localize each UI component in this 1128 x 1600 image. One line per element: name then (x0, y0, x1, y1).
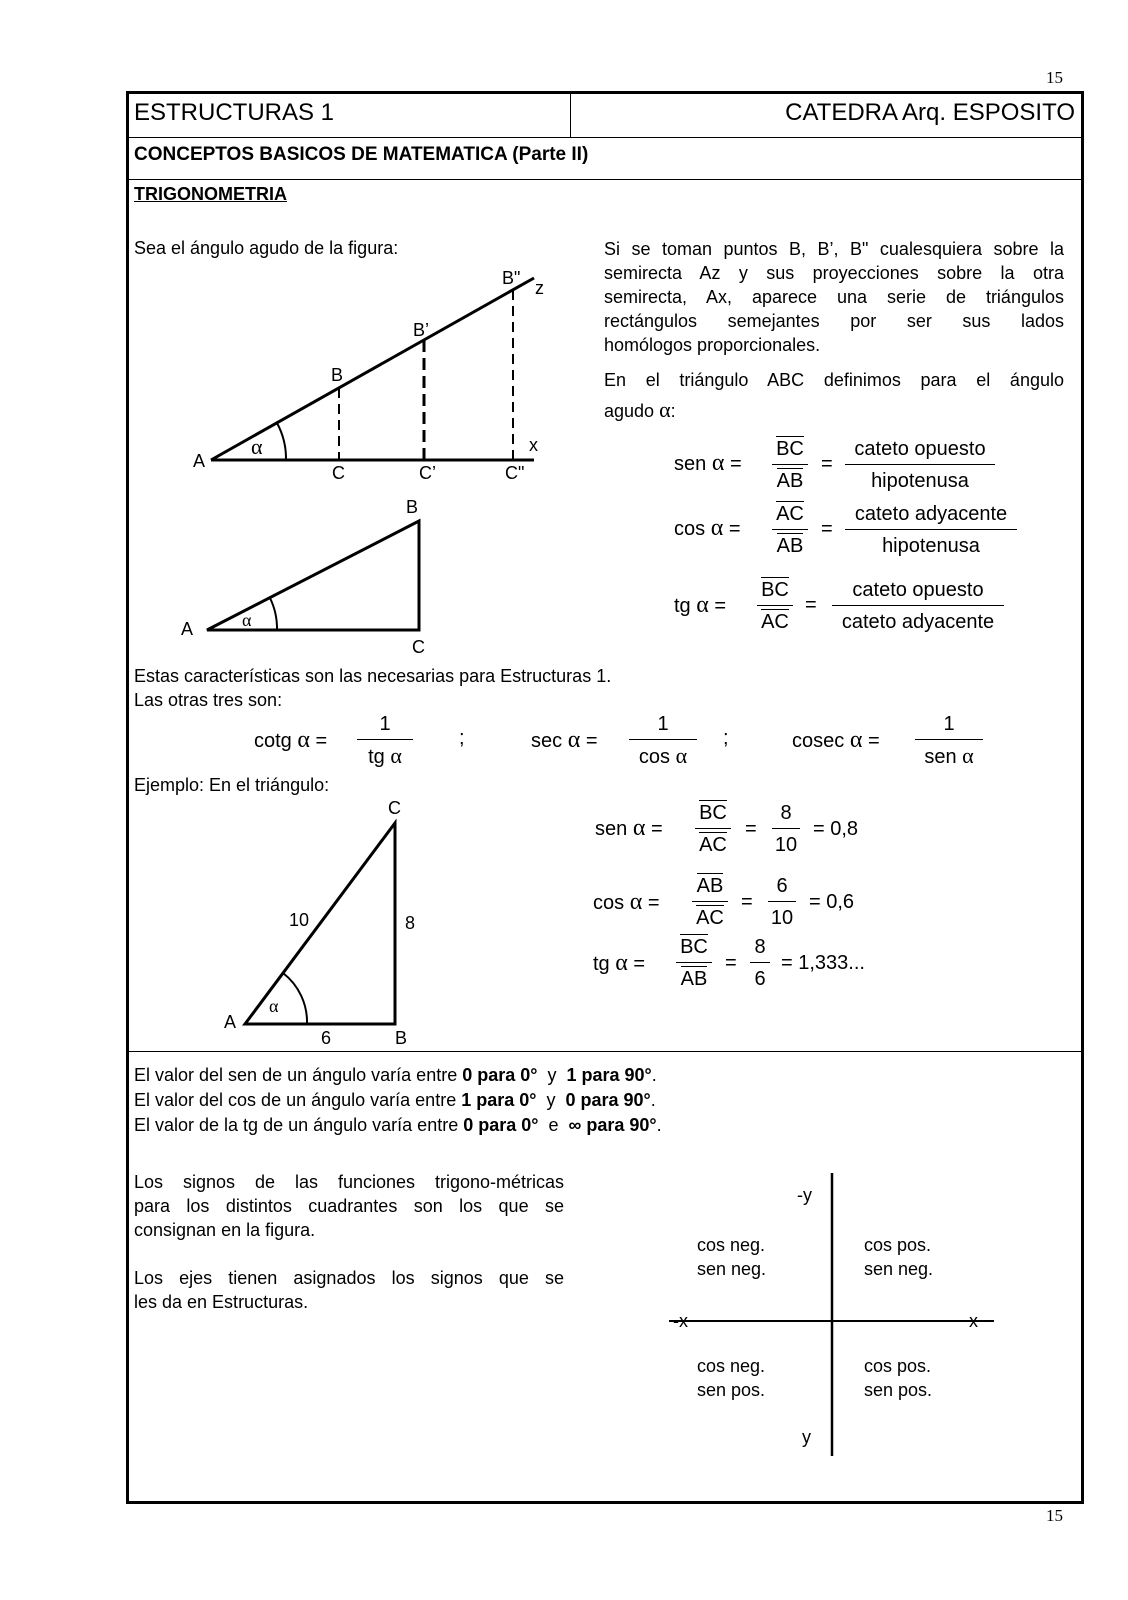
equals: = (585, 730, 598, 752)
signs-line: Los signos de las funciones trigono-métricas (134, 1172, 564, 1192)
define-line: En el triángulo ABC definimos para el ángulo (604, 370, 1064, 390)
denominator: AB (776, 535, 804, 557)
label-alpha: α (269, 996, 279, 1016)
numerator: 1 (943, 713, 955, 735)
page-number-bottom: 15 (1046, 1506, 1063, 1525)
others-line1: Estas características son las necesarias para Estructuras 1. (134, 666, 612, 686)
result: = 1,333... (781, 952, 865, 974)
result: = 0,6 (809, 891, 855, 913)
intro-left: Sea el ángulo agudo de la figura: (134, 238, 399, 258)
denominator: AC (761, 611, 789, 633)
alpha-symbol: α (632, 815, 646, 841)
equals: = (745, 818, 757, 840)
intro-line: homólogos proporcionales. (604, 335, 821, 355)
fn-name: cos (674, 518, 706, 540)
label-C: C (388, 798, 401, 818)
fn-name: cosec (792, 730, 845, 752)
equals: = (728, 518, 741, 540)
numerator: cateto adyacente (854, 503, 1008, 525)
denominator: cateto adyacente (841, 611, 995, 633)
numerator: cateto opuesto (854, 438, 986, 460)
fraction-values: 8 10 (772, 801, 800, 857)
label-hyp: 10 (289, 910, 310, 930)
equals: = (633, 953, 646, 975)
signs-line: les da en Estructuras. (134, 1292, 309, 1312)
alpha-symbol: α (629, 889, 643, 915)
label-neg-y: -y (797, 1185, 812, 1205)
denominator: hipotenusa (882, 535, 980, 557)
intro-line: semirecta Az y sus proyecciones sobre la otra (604, 263, 1064, 283)
alpha-symbol: α (659, 397, 671, 422)
intro-line: semirecta, Ax, aparece una serie de triángulos (604, 287, 1064, 307)
numerator: BC (761, 579, 789, 601)
fraction-values: 6 10 (768, 874, 796, 930)
alpha-symbol: α (710, 515, 724, 541)
intro-line: rectángulos semejantes por ser sus lados (604, 311, 1064, 331)
signs-line: consignan en la figura. (134, 1220, 316, 1240)
quadrant-diagram (129, 94, 1087, 1494)
denominator: sen α (924, 743, 974, 768)
chair-title: CATEDRA Arq. ESPOSITO (785, 99, 1075, 126)
equals: = (805, 594, 817, 616)
label-B: B (331, 365, 344, 385)
label-C: C (412, 637, 425, 657)
fraction-sides: AB AC (692, 874, 728, 930)
equals: = (741, 891, 753, 913)
equals: = (725, 952, 737, 974)
q-bottom-right-cos: cos pos. (864, 1356, 932, 1376)
others-line2: Las otras tres son: (134, 690, 283, 710)
equals: = (867, 730, 880, 752)
signs-line: Los ejes tienen asignados los signos que se (134, 1268, 564, 1288)
section-title: TRIGONOMETRIA (134, 184, 287, 204)
fn-name: cos (593, 892, 625, 914)
denominator: cos α (638, 743, 688, 768)
label-opp: 8 (405, 913, 416, 933)
denominator: hipotenusa (871, 470, 969, 492)
page-subtitle: CONCEPTOS BASICOS DE MATEMATICA (Parte II) (134, 144, 589, 165)
q-top-right-cos: cos pos. (864, 1235, 932, 1255)
q-top-right-sen: sen neg. (864, 1259, 934, 1279)
fn-name: sen (595, 818, 628, 840)
alpha-symbol: α (711, 450, 725, 476)
fraction-sides: BC AC (695, 801, 731, 857)
label-adj: 6 (321, 1028, 332, 1048)
fn-name: cotg (254, 730, 292, 752)
range-line: El valor de la tg de un ángulo varía entre 0 para 0° e ∞ para 90°. (134, 1115, 662, 1135)
label-pos-y: y (802, 1427, 811, 1447)
equals: = (821, 453, 833, 475)
label-C: C (332, 463, 345, 483)
range-line: El valor del sen de un ángulo varía entre 0 para 0° y 1 para 90°. (134, 1065, 657, 1085)
course-title: ESTRUCTURAS 1 (134, 99, 335, 126)
label-A: A (181, 619, 194, 639)
label-z: z (535, 278, 544, 298)
alpha-symbol: α (696, 592, 709, 618)
label-alpha: α (242, 610, 252, 630)
equals: = (714, 595, 727, 617)
label-neg-x: -x (673, 1311, 688, 1331)
label-C1: C’ (419, 463, 436, 483)
example-label: Ejemplo: En el triángulo: (134, 775, 330, 795)
alpha-symbol: α (297, 727, 310, 753)
fn-name: tg (674, 595, 691, 617)
label-B: B (395, 1028, 408, 1048)
separator: ; (723, 727, 729, 749)
q-bottom-right-sen: sen pos. (864, 1380, 933, 1400)
label-A: A (224, 1012, 237, 1032)
separator: ; (459, 727, 465, 749)
fn-name: tg (593, 953, 610, 975)
fn-name: sen (674, 453, 707, 475)
define-line-2: agudo α: (604, 397, 676, 422)
label-B: B (406, 497, 419, 517)
label-alpha: α (251, 434, 263, 459)
page-frame (126, 91, 1084, 1504)
range-line: El valor del cos de un ángulo varía entre 1 para 0° y 0 para 90°. (134, 1090, 656, 1110)
denominator: tg α (368, 743, 402, 768)
equals: = (821, 518, 833, 540)
fraction-values: 8 6 (750, 935, 770, 991)
label-x: x (529, 435, 538, 455)
label-A: A (193, 451, 206, 471)
alpha-symbol: α (615, 950, 628, 976)
label-C2: C" (505, 463, 525, 483)
q-top-left-cos: cos neg. (697, 1235, 766, 1255)
intro-line: Si se toman puntos B, B’, B" cualesquiera sobre la (604, 239, 1064, 259)
numerator: BC (776, 438, 804, 460)
denominator: AB (776, 470, 804, 492)
fraction-sides: BC AB (676, 935, 712, 991)
equals: = (650, 818, 663, 840)
numerator: 1 (657, 713, 669, 735)
page-number-top: 15 (1046, 68, 1063, 87)
define-text: agudo (604, 401, 660, 421)
label-B1: B’ (413, 320, 430, 340)
result: = 0,8 (813, 818, 859, 840)
alpha-symbol: α (567, 727, 581, 753)
label-pos-x: x (969, 1311, 978, 1331)
q-bottom-left-sen: sen pos. (697, 1380, 766, 1400)
label-B2: B" (502, 268, 521, 288)
numerator: AC (776, 503, 804, 525)
alpha-symbol: α (849, 727, 863, 753)
q-bottom-left-cos: cos neg. (697, 1356, 766, 1376)
numerator: cateto opuesto (852, 579, 984, 601)
equals: = (647, 892, 660, 914)
equals: = (729, 453, 742, 475)
equals: = (315, 730, 328, 752)
numerator: 1 (379, 713, 391, 735)
signs-line: para los distintos cuadrantes son los que se (134, 1196, 564, 1216)
fn-name: sec (531, 730, 563, 752)
q-top-left-sen: sen neg. (697, 1259, 767, 1279)
